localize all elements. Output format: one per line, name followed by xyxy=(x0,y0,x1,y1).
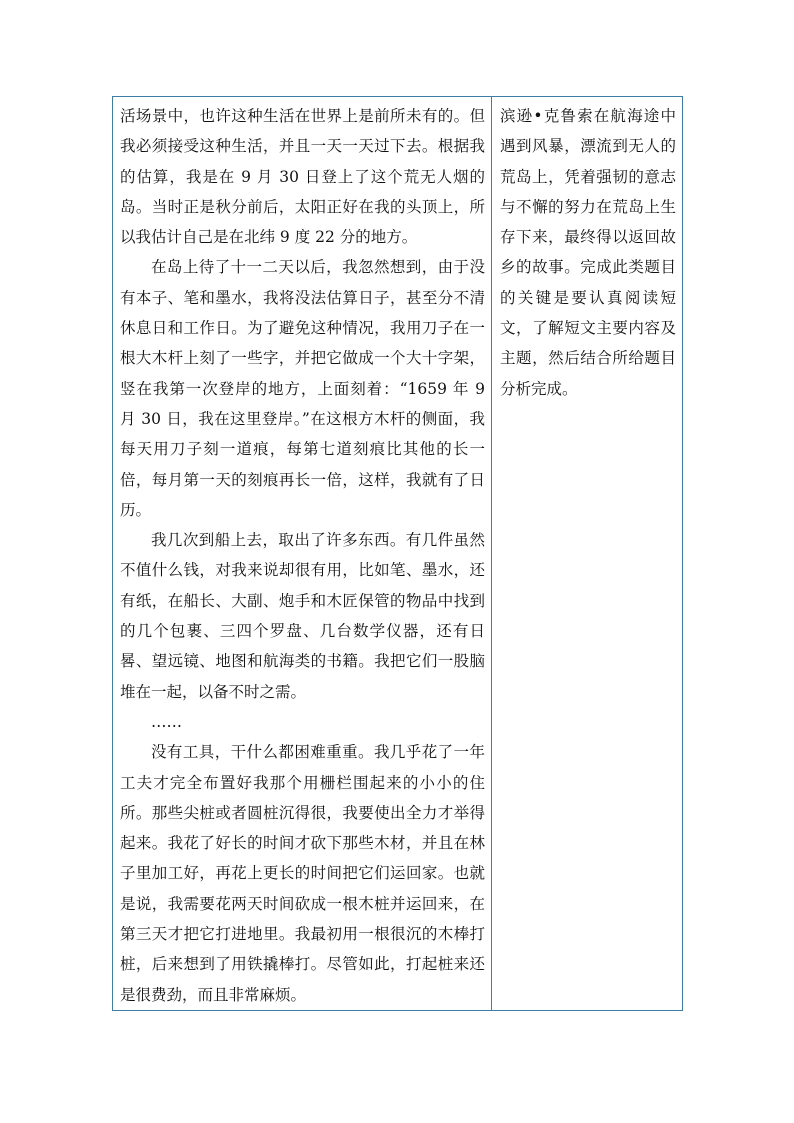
passage-paragraph-1: 活场景中，也许这种生活在世界上是前所未有的。但我必须接受这种生活，并且一天一天过下去。根据我的估算，我是在 9 月 30 日登上了这个荒无人烟的岛。当时正是秋分前后，太阳正好在我的头顶上，所以我估计自己是在北纬 9 度 22 分的地方。 xyxy=(120,107,485,247)
passage-ellipsis: …… xyxy=(151,712,182,731)
document-table xyxy=(112,96,683,1011)
passage-paragraph-4: 没有工具，干什么都困难重重。我几乎花了一年工夫才完全布置好我那个用栅栏围起来的小小的住所。那些尖桩或者圆桩沉得很，我要使出全力才举得起来。我花了好长的时间才砍下那些木材，并且在林子里加工好，再花上更长的时间把它们运回家。也就是说，我需要花两天时间砍成一根木桩并运回来，在第三天才把它打进地里。我最初用一根很沉的木棒打桩，后来想到了用铁撬棒打。尽管如此，打起桩来还是很费劲，而且非常麻烦。 xyxy=(120,743,485,1004)
analysis-text: 滨逊•克鲁索在航海途中遇到风暴，漂流到无人的荒岛上，凭着强韧的意志与不懈的努力在荒岛上生存下来，最终得以返回故乡的故事。完成此类题目的关键是要认真阅读短文，了解短文主要内容及主题，然后结合所给题目分析完成。 xyxy=(500,107,676,398)
table-row xyxy=(113,97,683,1011)
passage-paragraph-2: 在岛上待了十一二天以后，我忽然想到，由于没有本子、笔和墨水，我将没法估算日子，甚至分不清休息日和工作日。为了避免这种情况，我用刀子在一根大木杆上刻了一些字，并把它做成一个大十字架，竖在我第一次登岸的地方，上面刻着：“1659 年 9 月 30 日，我在这里登岸。”在这根方木杆的侧面，我每天用刀子刻一道痕，每第七道刻痕比其他的长一倍，每月第一天的刻痕再长一倍，这样，我就有了日历。 xyxy=(120,258,485,519)
passage-paragraph-3: 我几次到船上去，取出了许多东西。有几件虽然不值什么钱，对我来说却很有用，比如笔、墨水，还有纸，在船长、大副、炮手和木匠保管的物品中找到的几个包裹、三四个罗盘、几台数学仪器，还有日晷、望远镜、地图和航海类的书籍。我把它们一股脑堆在一起，以备不时之需。 xyxy=(120,531,485,701)
passage-text xyxy=(113,97,491,1010)
passage-cell xyxy=(113,97,492,1011)
analysis-cell xyxy=(492,97,683,1011)
